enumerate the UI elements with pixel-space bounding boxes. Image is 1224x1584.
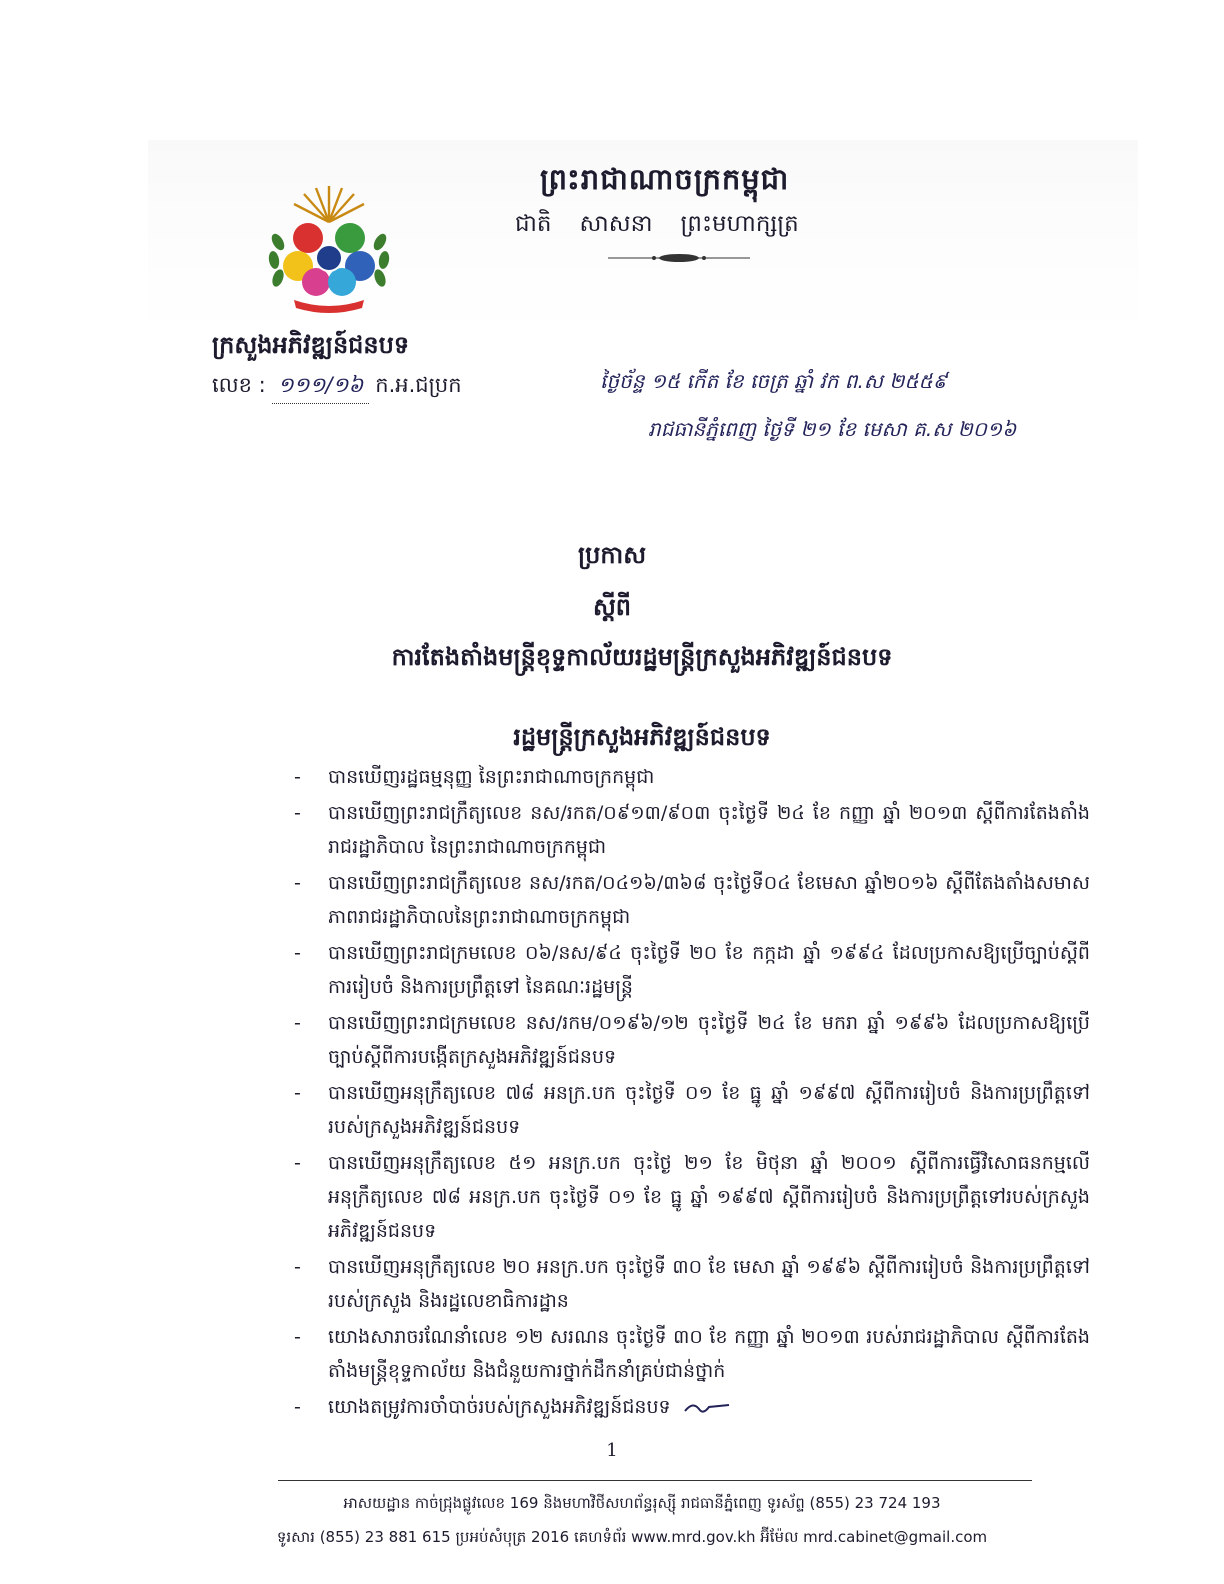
document-type-title: ប្រកាស (577, 541, 647, 569)
list-item: - បានឃើញព្រះរាជក្រមលេខ នស/រកម/០១៩៦/១២ ចុះថ្ងៃទី ២៤ ខែ មករា ឆ្នាំ ១៩៩៦ ដែលប្រកាសឱ្យប្រើច្បាប់ស្តីពីការបង្កើតក្រសួងអភិវឌ្ឍន៍ជនបទ (294, 1012, 1090, 1068)
national-motto (515, 210, 799, 243)
footer-address: អាសយដ្ឋាន កាច់ជ្រុងផ្លូវលេខ 169 និងមហាវិថីសហព័ន្ធរុស្ស៊ី រាជធានីភ្នំពេញ ទូរស័ព្ទ (855) 23 724 193 (343, 1494, 941, 1512)
footer-contact: ទូរសារ (855) 23 881 615 ប្រអប់សំបុត្រ 2016 គេហទំព័រ www.mrd.gov.kh អ៊ីម៉ែល mrd.cabinet@gmail.com (276, 1528, 988, 1546)
list-item: - បានឃើញព្រះរាជក្រឹត្យលេខ នស/រកត/០៤១៦/៣៦៨ ចុះថ្ងៃទី០៤ ខែមេសា ឆ្នាំ២០១៦ ស្តីពីតែងតាំងសមាសភាពរាជរដ្ឋាភិបាលនៃព្រះរាជាណាចក្រកម្ពុជា (294, 872, 1090, 928)
reference-label: លេខ : (212, 373, 266, 397)
issuing-ministry-name: ក្រសួងអភិវឌ្ឍន៍ជនបទ (212, 331, 410, 359)
footer-divider (278, 1480, 1032, 1481)
title-regarding: ស្តីពី (592, 593, 632, 621)
list-item: - យោងតម្រូវការចាំបាច់របស់ក្រសួងអភិវឌ្ឍន៍ជនបទ (290, 1390, 1090, 1424)
list-item: - យោងសារាចរណែនាំលេខ ១២ សរណន ចុះថ្ងៃទី ៣០ ខែ កញ្ញា ឆ្នាំ ២០១៣ របស់រាជរដ្ឋាភិបាល ស្តីពីការតែងតាំងមន្ត្រីខុទ្ទកាល័យ និងជំនួយការថ្នាក់ដឹកនាំគ្រប់ជាន់ថ្នាក់ (294, 1326, 1090, 1382)
list-item: - បានឃើញអនុក្រឹត្យលេខ ២០ អនក្រ.បក ចុះថ្ងៃទី ៣០ ខែ មេសា ឆ្នាំ ១៩៩៦ ស្តីពីការរៀបចំ និងការប្រព្រឹត្តទៅរបស់ក្រសួង និងរដ្ឋលេខាធិការដ្ឋាន (294, 1256, 1090, 1312)
list-item: - បានឃើញព្រះរាជក្រឹត្យលេខ នស/រកត/០៩១៣/៩០៣ ចុះថ្ងៃទី ២៤ ខែ កញ្ញា ឆ្នាំ ២០១៣ ស្តីពីការតែងតាំងរាជរដ្ឋាភិបាល នៃព្រះរាជាណាចក្រកម្ពុជា (294, 802, 1090, 858)
reference-suffix: ក.អ.ជប្រក (375, 373, 462, 397)
motto-religion: សាសនា (579, 211, 653, 237)
civil-date: រាជធានីភ្នំពេញ ថ្ងៃទី ២១ ខែ មេសា គ.ស ២០១៦ (648, 417, 1017, 441)
list-item: - បានឃើញរដ្ឋធម្មនុញ្ញ នៃព្រះរាជាណាចក្រកម្ពុជា (294, 766, 655, 788)
lunar-date: ថ្ងៃច័ន្ទ ១៥ កើត ខែ ចេត្រ ឆ្នាំ វក ព.ស ២៥៥៩ (600, 369, 947, 393)
reference-number (212, 372, 462, 404)
handwritten-initial-icon (683, 1399, 731, 1417)
list-item: - បានឃើញអនុក្រឹត្យលេខ ៥១ អនក្រ.បក ចុះថ្ងៃ ២១ ខែ មិថុនា ឆ្នាំ ២០០១ ស្តីពីការធ្វើវិសោធនកម្មលើអនុក្រឹត្យលេខ ៧៨ អនក្រ.បក ចុះថ្ងៃទី ០១ ខែ ធ្នូ ឆ្នាំ ១៩៩៧ ស្តីពីការរៀបចំ និងការប្រព្រឹត្តទៅរបស់ក្រសួងអភិវឌ្ឍន៍ជនបទ (294, 1152, 1090, 1242)
considerations-list (290, 760, 1090, 1426)
kingdom-heading: ព្រះរាជាណាចក្រកម្ពុជា (540, 162, 790, 196)
ministry-logo-emblem (264, 182, 394, 314)
list-item: - បានឃើញព្រះរាជក្រមលេខ ០៦/នស/៩៤ ចុះថ្ងៃទី ២០ ខែ កក្កដា ឆ្នាំ ១៩៩៤ ដែលប្រកាសឱ្យប្រើច្បាប់ស្តីពីការរៀបចំ និងការប្រព្រឹត្តទៅ នៃគណៈរដ្ឋមន្ត្រី (294, 942, 1090, 998)
ornament-divider-icon (608, 252, 750, 264)
motto-nation: ជាតិ (515, 211, 552, 237)
page-number: 1 (606, 1440, 618, 1461)
minister-heading: រដ្ឋមន្ត្រីក្រសួងអភិវឌ្ឍន៍ជនបទ (513, 723, 771, 751)
document-subject: ការតែងតាំងមន្ត្រីខុទ្ទកាល័យរដ្ឋមន្ត្រីក្រសួងអភិវឌ្ឍន៍ជនបទ (391, 643, 893, 671)
reference-value: ១១១/១៦ (272, 372, 370, 404)
list-item: - បានឃើញអនុក្រឹត្យលេខ ៧៨ អនក្រ.បក ចុះថ្ងៃទី ០១ ខែ ធ្នូ ឆ្នាំ ១៩៩៧ ស្តីពីការរៀបចំ និងការប្រព្រឹត្តទៅរបស់ក្រសួងអភិវឌ្ឍន៍ជនបទ (294, 1082, 1090, 1138)
motto-king: ព្រះមហាក្សត្រ (680, 211, 799, 237)
